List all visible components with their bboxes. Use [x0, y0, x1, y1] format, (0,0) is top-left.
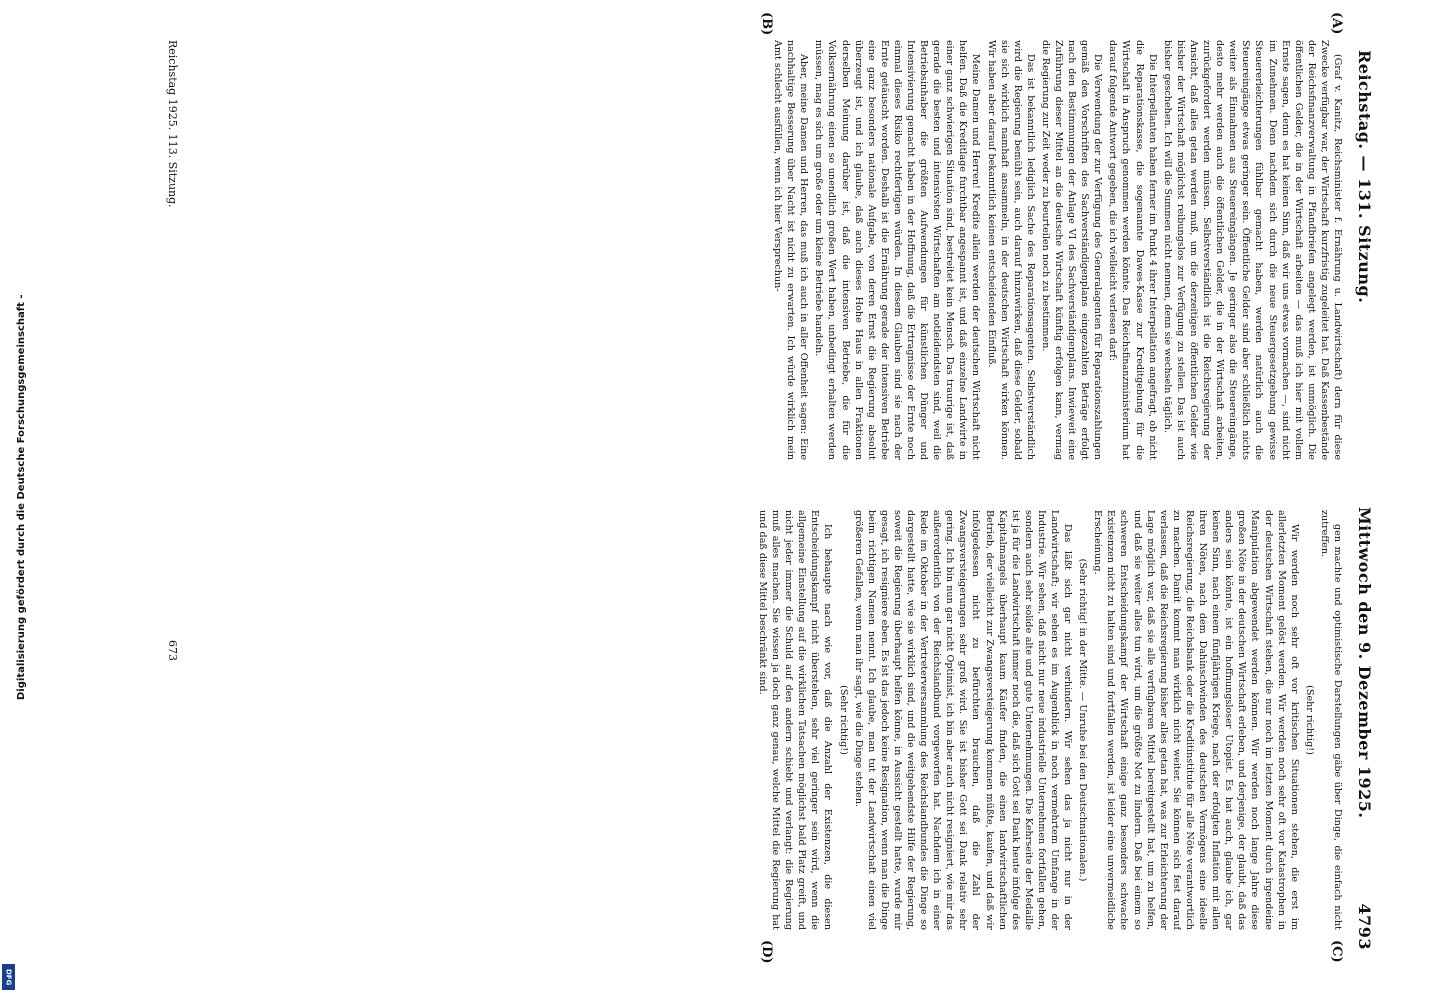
paragraph: (Graf v. Kanitz, Reichsminister f. Ernährung u. Landwirtschaft) dern für diese Zwecke verfügbar war, der Wirtschaft kurzfristig zugeleitet hat. Daß Kassenbestände der Reichsfinanzverwaltung in Pfandbriefen angelegt werden, ist unmöglich. Die öffentlichen Gelder, die in der Wirtschaft arbeiten — das muß ich hier mit vollem Ernste sagen, denn es hat keinen Sinn, daß wir uns etwas vormachen —, sind nicht im Zunehmen. Denn nachdem sich durch die neue Steuergesetzgebung gewisse Steuererleichterungen fühlbar gemacht haben, werden natürlich auch die Steuereingänge etwas geringer sein. Öffentliche Gelder sind aber schließlich nichts weiter als Einnahmen aus Steuereingängen. Je geringer also die Steuereingänge, desto mehr werden auch die öffentlichen Gelder, die in der Wirtschaft arbeiten, zurückgefordert werden müssen. Selbstverständlich ist die Reichsregierung der Ansicht, daß alles getan werden muß, um die derzeitigen öffentlichen Gelder wie bisher der Wirtschaft möglichst reibungslos zur Verfügung zu stellen. Das ist auch bisher geschehen. Ich will die Summen nicht nennen, denn sie wechseln täglich. — [1161, 40, 1343, 460]
page-footer — [161, 40, 179, 960]
left-column — [194, 40, 1344, 460]
margin-mark-b: (B) — [759, 12, 774, 36]
paragraph: Das ist bekanntlich lediglich Sache des Reparationsagenten. Selbstverständlich wird die Regierung bemüht sein, auch darauf hinzuwirken, daß diese Gelder, sobald sie sich wirklich namhaft ansammeln, in der deutschen Wirtschaft wirken können. Wir haben aber darauf bekanntlich keinen entscheidenden Einfluß. — [985, 40, 1036, 460]
digitization-credit: Digitalisierung gefördert durch die Deutsche Forschungsgemeinschaft - — [16, 294, 27, 700]
header-date-page — [1355, 507, 1374, 950]
running-header — [1352, 50, 1374, 950]
margin-mark-a: (A) — [1329, 12, 1344, 35]
paragraph: Ich behaupte nach wie vor, daß die Anzahl der Existenzen, die diesen Entscheidungskampf nicht überstehen, sehr viel geringer sein wird, wenn die allgemeine Einstellung auf die wirklichen Tatsachen möglichst bald Platz greift, und nicht jeder immer die Schuld auf den andern schiebt und verlangt: die Regierung muß alles machen. Sie wissen ja doch ganz genau, welche Mittel die Regierung hat und daß diese Mittel beschränkt sind. — [756, 510, 834, 930]
margin-mark-d: (D) — [759, 940, 774, 964]
dfg-logo-icon: DFG — [2, 964, 15, 990]
digitization-sidebar — [0, 0, 27, 1000]
interjection: (Sehr richtig! in der Mitte. — Unruhe bei den Deutschnationalen.) — [1077, 558, 1089, 882]
paragraph: Die Interpellanten haben ferner im Punkt 4 ihrer Interpellation angefragt, ob nicht die Reparationskasse, die sogenannte Dawes-Kasse zur Kreditgebung für die Wirtschaft in Anspruch genommen werden könnte. Das Reichsfinanzministerium hat darauf folgende Antwort gegeben, die ich vielleicht verlesen darf: — [1107, 40, 1158, 460]
paragraph: gen machte und optimistische Darstellungen gäbe über Dinge, die einfach nicht zutreffen. — [1318, 510, 1343, 930]
interjection: (Sehr richtig!) — [837, 685, 849, 755]
quoted-answer: Die Verwendung der zur Verfügung des Generalagenten für Reparationszahlungen gemäß den Vorschriften des Sachverständigenplans eingezahlten Beträge erfolgt nach den Bestimmungen der Anlage VI des Sachverständigenplans. Inwieweit eine Zuführung dieser Mittel an die deutsche Wirtschaft künftig erfolgen kann, vermag die Regierung zur Zeit weder zu beurteilen noch zu bestimmen. — [1039, 40, 1104, 460]
footer-session: Reichstag 1925. 113. Sitzung. — [166, 40, 179, 208]
header-session: Reichstag. — 131. Sitzung. — [1355, 50, 1374, 304]
paragraph: Wir werden noch sehr oft vor kritischen Situationen stehen, die erst im allerletzten Moment gelöst werden. Wir werden noch sehr oft vor Katastrophen in der deutschen Wirtschaft stehen, die nur noch im letzten Moment durch irgendeine Manipulation abgewendet werden können. Wir werden noch lange Jahre diese großen Nöte in der deutschen Wirtschaft erleben, und derjenige, der glaubt, daß das anders sein könnte, ist ein hoffnungsloser Utopist. Es hat auch, glaube ich, gar keinen Sinn, nach einem fünfjährigen Kriege, nach der erfolgten Inflation mit allen ihren Nöten, nach dem Dahinschwinden des deutschen Vermögens eine ideelle Reichsregierung, die Reichsbank oder die Kreditinstitute für alle Nöte verantwortlich zu machen. Damit kommt man wirklich nicht weiter. Sie können sich fest darauf verlassen, daß die Reichsregierung bisher alles getan hat, was zur Erleichterung der Lage möglich war, daß sie alle verfügbaren Mittel bereitgestellt hat, um zu helfen, und daß sie weiter alles tun wird, um die größte Not zu lindern. Daß bei einem so schweren Entscheidungskampf der Wirtschaft einige ganz besonders schwache Existenzen nicht zu halten sind und fortfallen werden, ist leider eine unvermeidliche Erscheinung. — [1092, 510, 1300, 930]
margin-mark-c: (C) — [1329, 940, 1344, 963]
paragraph: Meine Damen und Herren! Kredite allein werden der deutschen Wirtschaft nicht helfen. Daß die Kreditlage furchtbar angespannt ist, und daß einzelne Landwirte in einer ganz schwierigen Situation sind, bestreitet kein Mensch. Das traurige ist, daß gerade die besten und intensivsten Wirtschaften am notleidendsten sind, weil die Betriebsinhaber die größten Aufwendungen für künstlichen Dünger und Intensivierung gemacht haben in der Hoffnung, daß die Ertragnisse der Ernte noch einmal dieses Risiko rechtfertigen würden. In diesem Glauben sind sie nach der Ernte getäuscht worden. Deshalb ist die Ernährung gerade der intensiven Betriebe eine ganz besonders nationale Aufgabe, von deren Ernst die Regierung absolut überzeugt ist, und ich glaube, daß auch dieses Hohe Haus in allen Fraktionen derselben Meinung darüber ist, daß die intensiven Betriebe, die für die Volksernährung einen so unendlich großen Wert haben, unbedingt erhalten werden müssen, mag es sich um große oder um kleine Betriebe handeln. — [813, 40, 982, 460]
right-column — [194, 510, 1344, 930]
header-date: Mittwoch den 9. Dezember 1925. — [1355, 506, 1374, 819]
footer-page: 673 — [166, 640, 179, 661]
page-body — [94, 12, 1374, 964]
interjection: (Sehr richtig!) — [1303, 685, 1315, 755]
page-number: 4793 — [1355, 903, 1374, 950]
paragraph: Das läßt sich gar nicht verhindern. Wir sehen das ja nicht nur in der Landwirtschaft; wir sehen es im Augenblick in noch vermehrtem Umfange in der Industrie. Wir sehen, daß nicht nur neue industrielle Unternehmen fortfallen gehen, sondern auch sehr solide alte und gute Unternehmungen. Die Kehrseite der Medaille ist ja für die Landwirtschaft immer noch die, daß sich Gott sei Dank heute infolge des Kapitalmangels überhaupt kaum Käufer finden, die einen landwirtschaftlichen Betrieb, der vielleicht zur Zwangsversteigerung kommen müßte, kaufen, und daß wir infolgedessen nicht zu befürchten brauchen, daß die Zahl der Zwangsversteigerungen sehr groß wird. Sie ist bisher Gott sei Dank relativ sehr gering. Ich bin nun gar nicht Optimist, ich bin aber auch nicht resigniert, wie mir das außerordentlich von der Reichslandbund vorgeworfen hat. Nachdem ich in einer Rede im Oktober in der Vertreterversammlung des Reichslandbundes die Dinge so dargestellt hatte, wie sie wirklich sind, und die weitgehendste Hilfe der Regierung, soweit die Regierung überhaupt helfen könne, in Aussicht gestellt hatte, wurde mir gesagt, ich resigniere eben. Es ist das jedoch keine Resignation, wenn man die Dinge beim richtigen Namen nennt. Ich glaube, man tut der Landwirtschaft einen viel größeren Gefallen, wenn man ihr sagt, wie die Dinge stehen. — [852, 510, 1074, 930]
paragraph: Aber, meine Damen und Herren, das muß ich auch in aller Offenheit sagen: Eine nachhaltige Besserung über Nacht ist nicht zu erwarten. Ich würde wirklich mein Amt schlecht ausfüllen, wenn ich hier Versprechun- — [772, 40, 810, 460]
